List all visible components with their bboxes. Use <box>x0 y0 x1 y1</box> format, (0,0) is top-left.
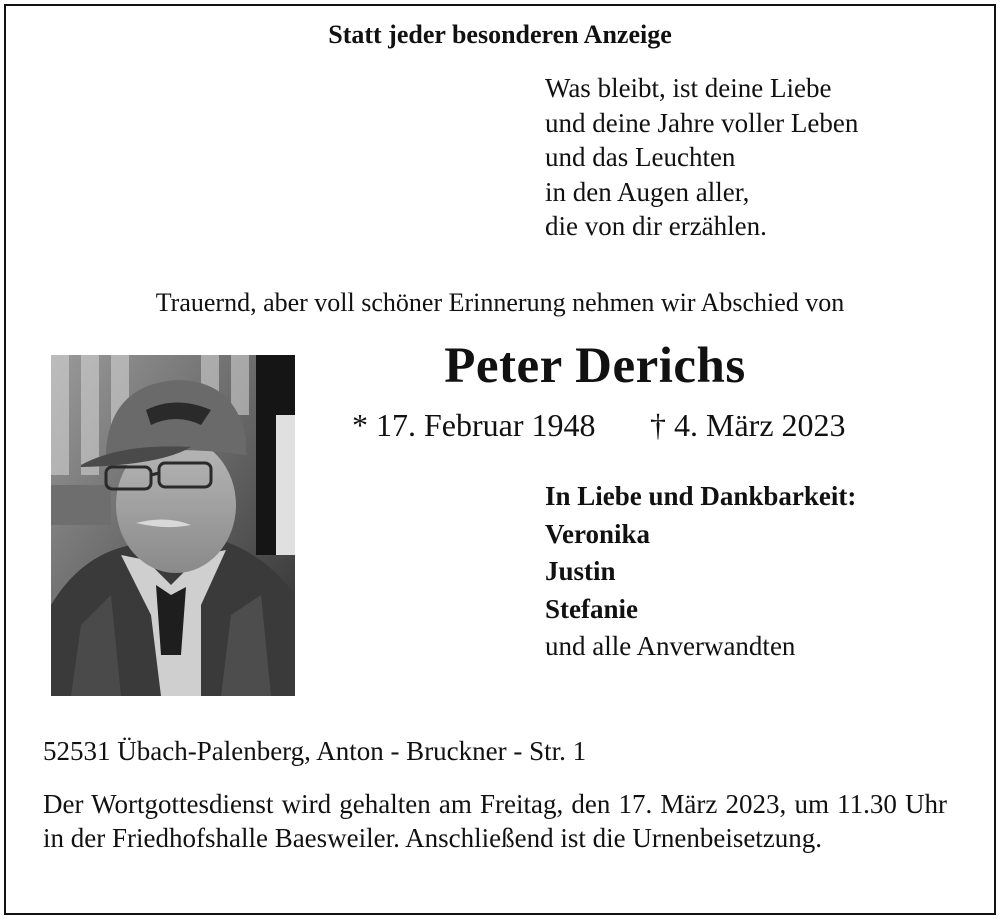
family-member: Veronika <box>545 518 651 549</box>
birth-date: * 17. Februar 1948 <box>352 407 596 443</box>
poem-line: in den Augen aller, <box>545 176 750 207</box>
family-others: und alle Anverwandten <box>545 631 796 661</box>
family-member: Stefanie <box>545 593 638 624</box>
portrait-photo <box>51 355 295 696</box>
deceased-name: Peter Derichs <box>444 338 746 394</box>
family-signature <box>545 478 856 666</box>
address: 52531 Übach-Palenberg, Anton - Bruckner - Str. 1 <box>43 736 587 766</box>
notice-header: Statt jeder besonderen Anzeige <box>328 20 672 49</box>
poem-line: und das Leuchten <box>545 142 736 172</box>
poem-line: und deine Jahre voller Leben <box>545 107 859 138</box>
family-heading: In Liebe und Dankbarkeit: <box>545 481 857 511</box>
intro-text: Trauernd, aber voll schöner Erinnerung nehmen wir Abschied von <box>155 288 845 317</box>
service-info: Der Wortgottesdienst wird gehalten am Freitag, den 17. März 2023, um 11.30 Uhr in der Friedhofshalle Baesweiler. Anschließend ist die Urnenbeisetzung. <box>43 789 947 853</box>
death-date: † 4. März 2023 <box>650 407 846 443</box>
family-member: Justin <box>545 556 616 586</box>
poem-line: die von dir erzählen. <box>545 211 767 241</box>
poem-line: Was bleibt, ist deine Liebe <box>545 73 832 103</box>
poem <box>545 71 858 244</box>
